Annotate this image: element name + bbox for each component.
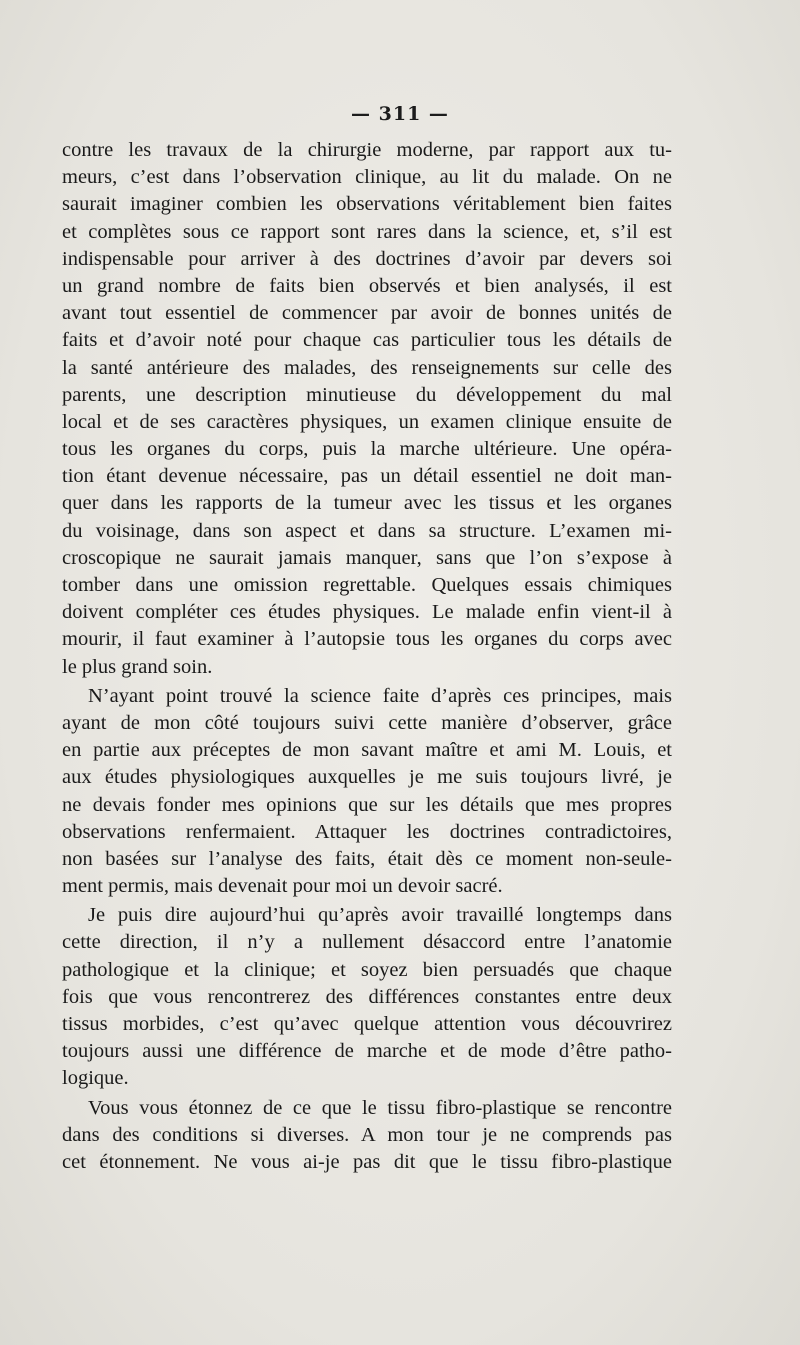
text-line: le plus grand soin.	[62, 655, 213, 678]
text-line: tomber dans une omission regrettable. Quelques essais chimiques	[62, 574, 672, 596]
text-line: pathologique et la clinique; et soyez bien persuadés que chaque	[62, 958, 672, 981]
text-line: mourir, il faut examiner à l’autopsie tous les organes du corps avec	[62, 628, 672, 651]
text-line: cet étonnement. Ne vous ai-je pas dit que le tissu fibro-plastique	[62, 1150, 672, 1173]
text-line: en partie aux préceptes de mon savant maître et ami M. Louis, et	[62, 739, 672, 762]
paragraph-2	[62, 683, 672, 901]
text-line: toujours aussi une différence de marche et de mode d’être patho-	[62, 1040, 672, 1063]
text-line: ment permis, mais devenait pour moi un devoir sacré.	[62, 875, 503, 898]
text-line: cette direction, il n’y a nullement désaccord entre l’anatomie	[62, 931, 672, 954]
text-line: Vous vous étonnez de ce que le tissu fibro-plastique se rencontre	[88, 1096, 672, 1119]
text-line: dans des conditions si diverses. A mon tour je ne comprends pas	[62, 1123, 672, 1146]
text-line: non basées sur l’analyse des faits, était dès ce moment non-seule-	[62, 847, 672, 870]
paragraph-4	[62, 1095, 672, 1177]
text-line: parents, une description minutieuse du développement du mal	[62, 383, 672, 406]
text-line: croscopique ne saurait jamais manquer, sans que l’on s’expose à	[62, 546, 672, 569]
text-line: aux études physiologiques auxquelles je me suis toujours livré, je	[62, 766, 672, 789]
text-line: ne devais fonder mes opinions que sur les détails que mes propres	[62, 793, 672, 816]
text-line: local et de ses caractères physiques, un examen clinique ensuite de	[62, 410, 672, 433]
text-line: Je puis dire aujourd’hui qu’après avoir travaillé longtemps dans	[88, 904, 672, 927]
text-line: contre les travaux de la chirurgie moderne, par rapport aux tu-	[62, 139, 672, 161]
text-line: quer dans les rapports de la tumeur avec les tissus et les organes	[62, 492, 672, 515]
text-line: la santé antérieure des malades, des renseignements sur celle des	[62, 356, 672, 379]
text-line: fois que vous rencontrerez des différences constantes entre deux	[62, 985, 672, 1008]
text-line: du voisinage, dans son aspect et dans sa structure. L’examen mi-	[62, 519, 672, 542]
text-line: indispensable pour arriver à des doctrines d’avoir par devers soi	[62, 247, 672, 270]
text-line: tous les organes du corps, puis la marche ultérieure. Une opéra-	[62, 438, 672, 461]
text-line: observations renfermaient. Attaquer les doctrines contradictoires,	[62, 820, 672, 843]
paragraph-1	[62, 137, 672, 681]
text-line: tion étant devenue nécessaire, pas un détail essentiel ne doit man-	[62, 465, 672, 488]
text-line: ayant de mon côté toujours suivi cette manière d’observer, grâce	[62, 711, 672, 734]
text-line: et complètes sous ce rapport sont rares dans la science, et, s’il est	[62, 220, 672, 243]
text-line: faits et d’avoir noté pour chaque cas particulier tous les détails de	[62, 329, 672, 352]
body-text	[62, 137, 672, 1176]
text-line: meurs, c’est dans l’observation clinique, au lit du malade. On ne	[62, 166, 672, 189]
text-line: N’ayant point trouvé la science faite d’après ces principes, mais	[88, 684, 672, 707]
text-line: tissus morbides, c’est qu’avec quelque attention vous découvrirez	[62, 1013, 672, 1035]
page-number: — 311 —	[351, 103, 449, 125]
text-line: avant tout essentiel de commencer par avoir de bonnes unités de	[62, 302, 672, 325]
text-line: logique.	[62, 1067, 129, 1090]
text-line: saurait imaginer combien les observations véritablement bien faites	[62, 193, 672, 216]
text-line: un grand nombre de faits bien observés et bien analysés, il est	[62, 274, 672, 297]
text-line: doivent compléter ces études physiques. Le malade enfin vient-il à	[62, 601, 672, 624]
paragraph-3	[62, 902, 672, 1092]
